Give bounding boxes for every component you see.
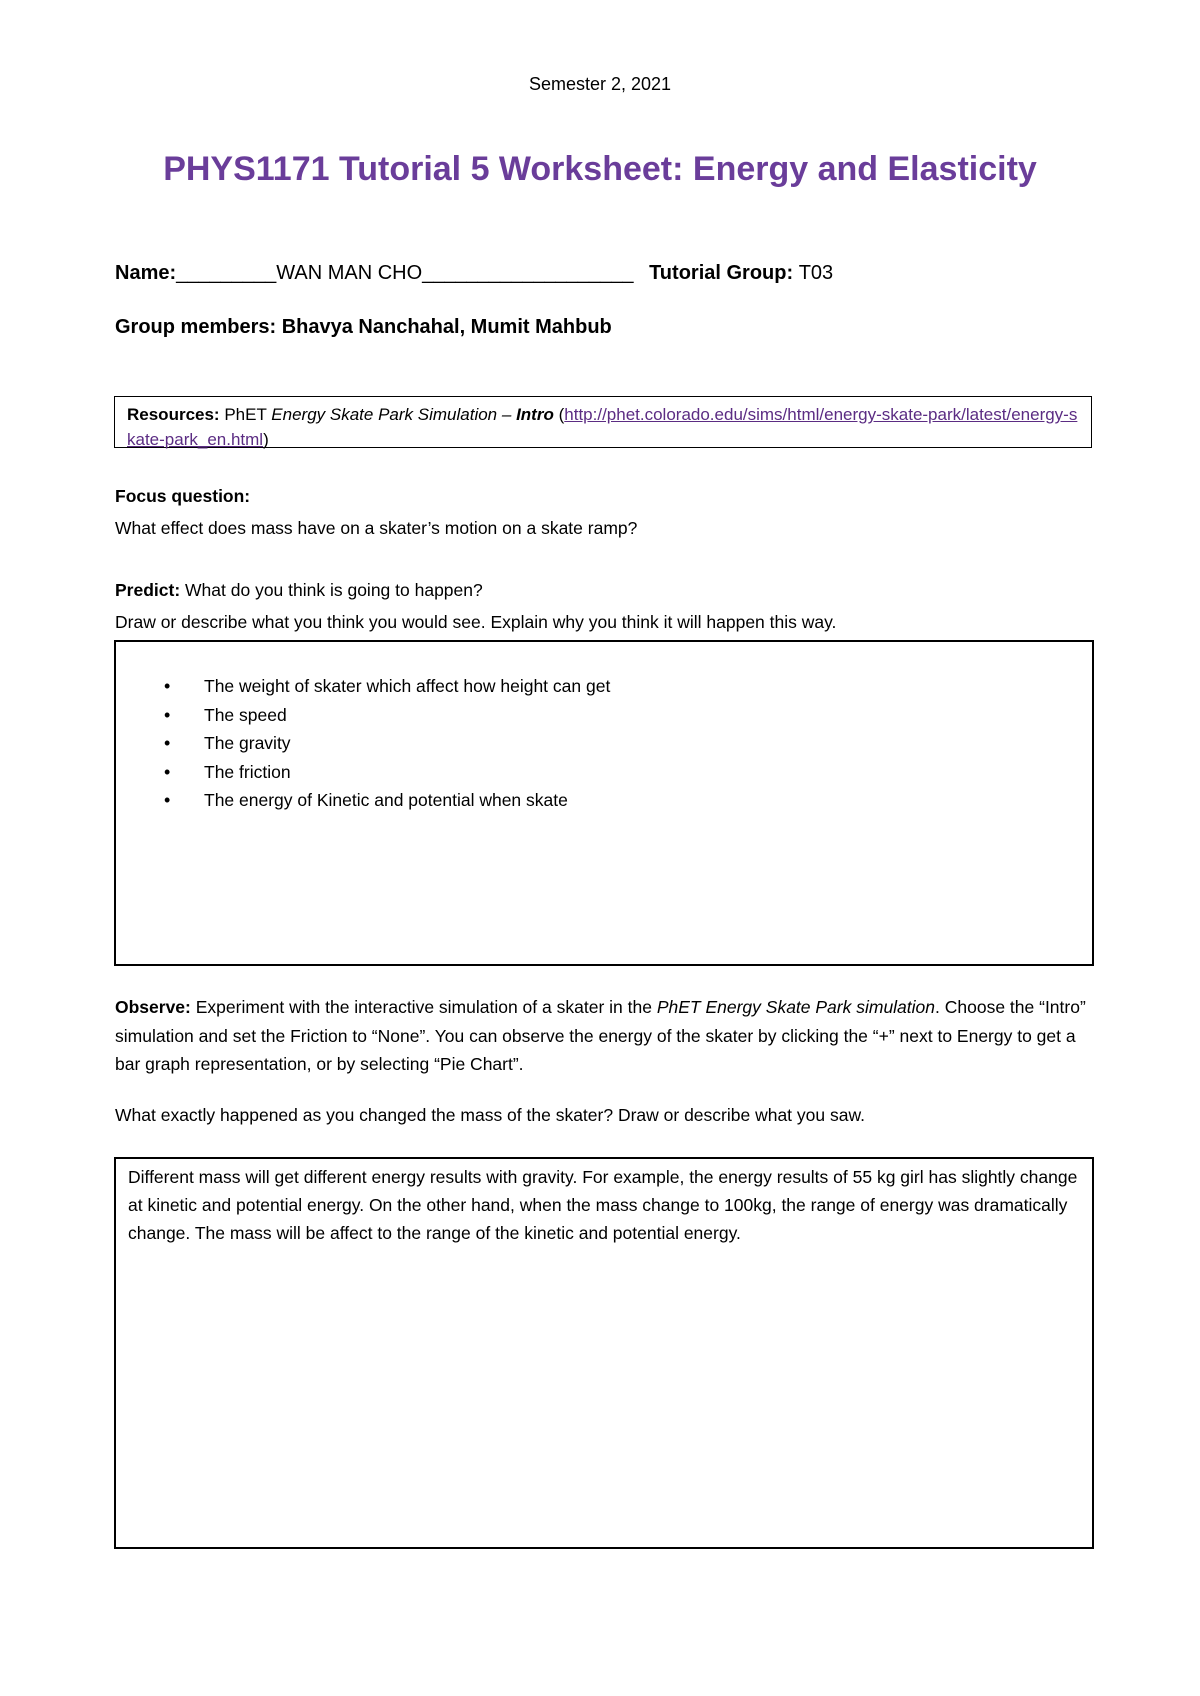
observe-label: Observe: xyxy=(115,997,191,1017)
list-item-text: The friction xyxy=(204,761,291,782)
resources-box xyxy=(114,396,1092,448)
tutorial-group-label: Tutorial Group: xyxy=(649,262,794,284)
bullet-icon: • xyxy=(164,761,171,782)
observe-text-1: Experiment with the interactive simulation of a skater in the xyxy=(195,997,652,1017)
name-label: Name: xyxy=(115,262,177,284)
focus-question-label: Focus question: xyxy=(115,486,251,506)
list-item xyxy=(164,758,610,787)
bullet-icon: • xyxy=(164,733,171,753)
group-members-value: Bhavya Nanchahal, Mumit Mahbub xyxy=(281,316,612,338)
list-item-text: The gravity xyxy=(204,733,291,753)
predict-instruction: Draw or describe what you think you would see. Explain why you think it will happen this way. xyxy=(115,612,837,632)
bullet-icon: • xyxy=(164,704,171,725)
resources-label: Resources: xyxy=(127,405,220,424)
resources-phet: PhET xyxy=(224,405,267,424)
list-item-text: The weight of skater which affect how height can get xyxy=(204,676,611,696)
name-blank-suffix: ___________________ xyxy=(422,262,634,284)
observe-answer-text: Different mass will get different energy results with gravity. For example, the energy results of 55 kg girl has slightly change at kinetic and potential energy. On the other hand, when the mass change to 100kg, the range of energy was dramatically change. The mass will be affect to the range of the kinetic and potential energy. xyxy=(128,1167,1078,1243)
tutorial-group-value: T03 xyxy=(798,262,834,284)
predict-answer-list xyxy=(164,672,610,815)
list-item-text: The energy of Kinetic and potential when skate xyxy=(204,790,568,810)
predict-label: Predict: xyxy=(115,580,181,600)
bullet-icon: • xyxy=(164,790,171,810)
name-blank-prefix: _________ xyxy=(176,262,277,284)
resources-sim-name: Energy Skate Park Simulation xyxy=(271,405,498,424)
predict-line xyxy=(115,580,483,601)
observe-sim-name: PhET Energy Skate Park simulation xyxy=(656,997,936,1017)
predict-answer-box[interactable] xyxy=(114,640,1094,966)
predict-question: What do you think is going to happen? xyxy=(185,580,483,600)
worksheet-title: PHYS1171 Tutorial 5 Worksheet: Energy and Elasticity xyxy=(163,150,1037,188)
bullet-icon: • xyxy=(164,676,171,696)
list-item-text: The speed xyxy=(204,704,287,725)
list-item xyxy=(164,786,610,815)
name-value: WAN MAN CHO xyxy=(276,262,423,284)
resources-dash: – xyxy=(501,405,512,424)
resources-open-paren: ( xyxy=(558,405,565,424)
observe-text-2: . Choose the “Intro” simulation and set the Friction to “None”. You can observe the energy of the skater by clicking the “+” next to Energy to get a bar graph representation, or by selecting “Pie Chart”. xyxy=(115,997,1086,1074)
observe-answer-box[interactable] xyxy=(114,1157,1094,1549)
resources-intro: Intro xyxy=(516,405,554,424)
group-members-label: Group members: xyxy=(115,316,277,338)
resources-close-paren: ) xyxy=(263,430,269,449)
group-members-line xyxy=(115,316,612,339)
list-item xyxy=(164,701,610,730)
semester-header: Semester 2, 2021 xyxy=(528,74,672,94)
list-item xyxy=(164,729,610,758)
name-line xyxy=(115,262,833,285)
list-item xyxy=(164,672,610,701)
focus-question-text: What effect does mass have on a skater’s motion on a skate ramp? xyxy=(115,518,638,538)
resources-link[interactable]: http://phet.colorado.edu/sims/html/energy-skate-park/latest/energy-skate-park_en.html xyxy=(127,405,1078,449)
observe-question: What exactly happened as you changed the mass of the skater? Draw or describe what you saw. xyxy=(115,1105,865,1125)
observe-paragraph xyxy=(115,993,1095,1079)
